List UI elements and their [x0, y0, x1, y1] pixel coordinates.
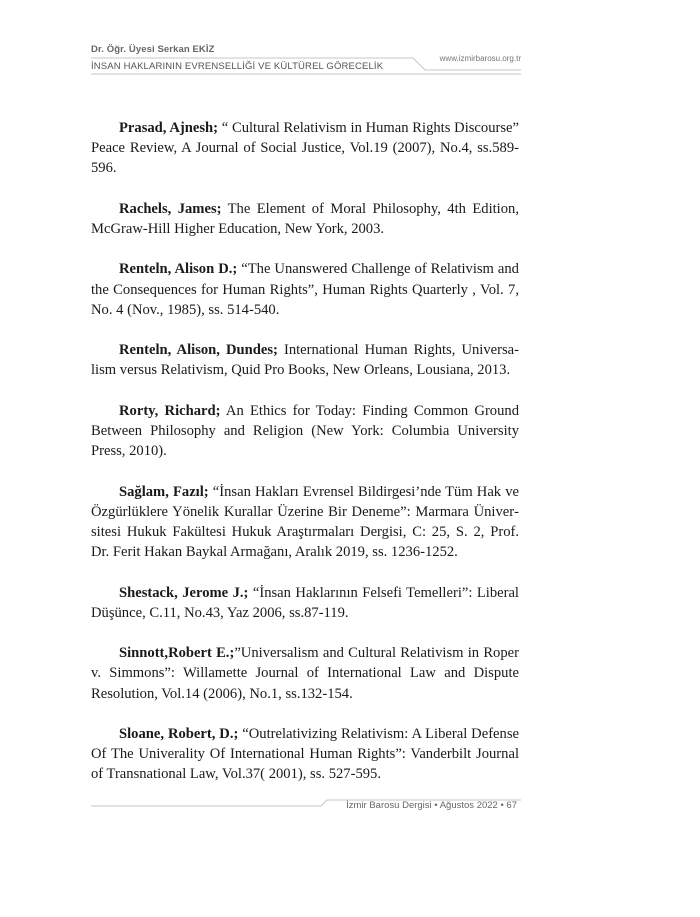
reference-text: “İnsan Hakları Evrensel Bildirgesi’nde Tüm Hak ve Özgürlüklere Yönelik Kurallar Üzerine Bir Deneme”: Marmara Üniversitesi Hukuk Fakültesi Hukuk Araştırmaları Dergisi, C: 25, S. 2, Prof. Dr. Ferit Hakan Baykal Armağanı, Aralık 2019, ss. 1236-1252. — [91, 483, 519, 561]
reference-item — [91, 482, 519, 563]
reference-author: Prasad, Ajnesh; — [119, 120, 219, 136]
reference-item — [91, 643, 519, 704]
reference-text: “ Cultural Relativism in Human Rights Discourse” Peace Review, A Journal of Social Justice, Vol.19 (2007), No.4, ss.589-596. — [91, 120, 519, 177]
reference-author: Shestack, Jerome J.; — [119, 584, 249, 601]
reference-text: The Element of Moral Philosophy, 4th Edition, McGraw-Hill Higher Education, New York, 2003. — [91, 200, 519, 237]
reference-author: Rachels, James; — [119, 200, 222, 217]
reference-item — [91, 199, 519, 239]
reference-list — [91, 118, 519, 805]
reference-author: Sağlam, Fazıl; — [119, 483, 209, 500]
reference-item — [91, 724, 519, 785]
header-author: Dr. Öğr. Üyesi Serkan EKİZ — [91, 44, 215, 55]
reference-item — [91, 583, 519, 623]
reference-text: International Human Rights, Universalism versus Relativism, Quid Pro Books, New Orleans, Lousiana, 2013. — [91, 342, 519, 379]
page-footer — [91, 796, 521, 816]
header-title: İNSAN HAKLARININ EVRENSELLİĞİ VE KÜLTÜREL GÖRECELİK — [91, 61, 384, 72]
reference-author: Sloane, Robert, D.; — [119, 725, 239, 742]
reference-text: “İnsan Haklarının Felsefi Temelleri”: Liberal Düşünce, C.11, No.43, Yaz 2006, ss.87-119. — [91, 584, 519, 621]
page-header — [91, 44, 521, 78]
reference-text: “The Unanswered Challenge of Relativism and the Consequences for Human Rights”, Human Rights Quarterly , Vol. 7, No. 4 (Nov., 1985), ss. 514-540. — [91, 261, 519, 318]
reference-item — [91, 401, 519, 462]
footer-journal-info: İzmir Barosu Dergisi • Ağustos 2022 • 67 — [346, 800, 517, 811]
reference-author: Sinnott,Robert E.; — [119, 645, 235, 662]
reference-text: “Outrelativizing Relativism: A Liberal Defense Of The Univerality Of International Human Rights”: Vanderbilt Journal of Transnational Law, Vol.37( 2001), ss. 527-595. — [91, 725, 519, 783]
reference-author: Renteln, Alison, Dundes; — [119, 342, 278, 359]
reference-item — [91, 259, 519, 320]
reference-text: ”Universalism and Cultural Relativism in Roper v. Simmons”: Willamette Journal of International Law and Dispute Resolution, Vol.14 (2006), No.1, ss.132-154. — [91, 645, 519, 702]
reference-item — [91, 118, 519, 179]
reference-author: Renteln, Alison D.; — [119, 261, 238, 278]
reference-text: An Ethics for Today: Finding Common Ground Between Philosophy and Religion (New York: Columbia University Press, 2010). — [91, 402, 519, 460]
reference-item — [91, 340, 519, 380]
reference-author: Rorty, Richard; — [119, 402, 221, 419]
header-website: www.izmirbarosu.org.tr — [439, 54, 521, 63]
